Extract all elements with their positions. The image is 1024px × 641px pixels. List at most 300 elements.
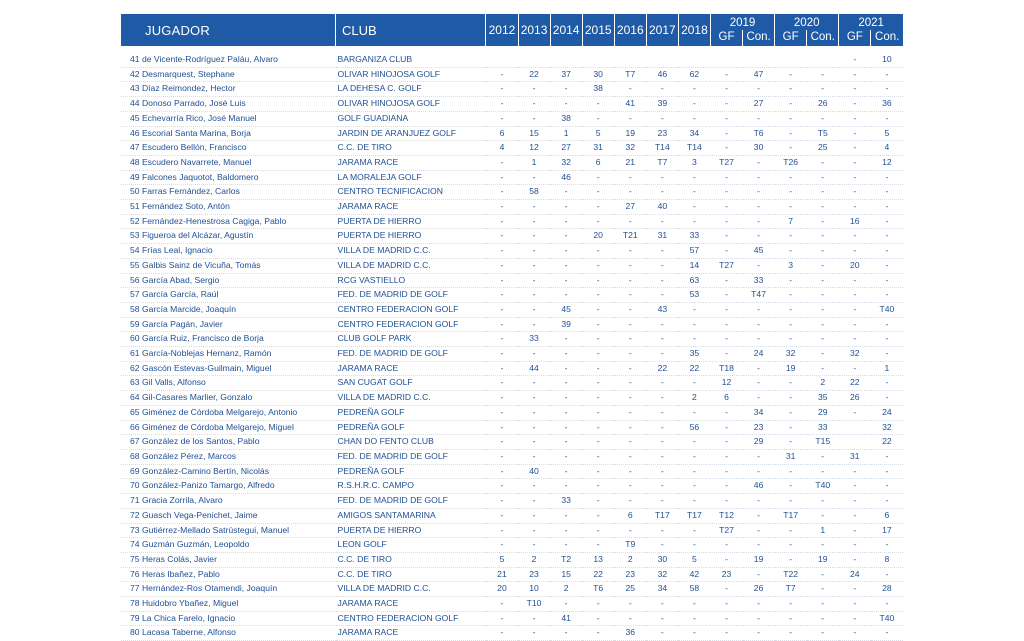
result-cell: - [871,449,903,464]
club-cell: LA MORALEJA GOLF [336,170,486,185]
result-cell: - [550,449,582,464]
result-cell: 57 [678,244,710,259]
result-cell: - [550,214,582,229]
result-cell: 19 [807,552,839,567]
result-cell: - [646,523,678,538]
result-cell: 15 [550,567,582,582]
result-cell: - [486,170,518,185]
result-cell [743,53,775,67]
result-cell: - [518,244,550,259]
result-cell: - [871,479,903,494]
table-row [121,523,903,538]
player-number: 73 [130,524,140,535]
result-cell: - [646,626,678,641]
result-cell [646,53,678,67]
result-cell: - [871,170,903,185]
club-cell: CHAN DO FENTO CLUB [336,435,486,450]
result-cell: - [550,185,582,200]
result-cell: - [646,111,678,126]
result-cell: - [518,302,550,317]
result-cell: - [550,405,582,420]
player-cell [121,332,336,347]
player-name: Donoso Parrado, José Luis [141,98,246,109]
result-cell: - [486,244,518,259]
result-cell: - [582,420,614,435]
result-cell: - [710,288,742,303]
result-cell: - [710,611,742,626]
result-cell: T40 [871,611,903,626]
header-club: CLUB [336,14,486,46]
result-cell: - [775,288,807,303]
result-cell: 27 [614,200,646,215]
player-number: 43 [130,83,140,94]
club-cell: PUERTA DE HIERRO [336,229,486,244]
club-cell: VILLA DE MADRID C.C. [336,582,486,597]
result-cell: - [646,449,678,464]
result-cell: - [582,317,614,332]
player-number: 56 [130,274,140,285]
result-cell: - [614,361,646,376]
result-cell: - [775,126,807,141]
player-name: de Vicente-Rodríguez Paláu, Alvaro [141,54,278,64]
result-cell: T2 [550,552,582,567]
result-cell [839,420,871,435]
result-cell: - [839,611,871,626]
result-cell: - [646,347,678,362]
player-cell [121,538,336,553]
result-cell: - [710,126,742,141]
player-cell [121,214,336,229]
player-number: 65 [130,406,140,417]
table-row [121,567,903,582]
result-cell: - [871,67,903,82]
club-cell: FED. DE MADRID DE GOLF [336,288,486,303]
result-cell: - [518,611,550,626]
player-name: Figueroa del Alcázar, Agustín [141,230,254,241]
result-cell: - [839,229,871,244]
result-cell: - [710,244,742,259]
player-number: 74 [130,539,140,550]
result-cell: - [486,82,518,97]
club-cell: LA DEHESA C. GOLF [336,82,486,97]
result-cell: - [743,611,775,626]
result-cell: - [678,185,710,200]
result-cell: - [486,214,518,229]
result-cell: - [550,288,582,303]
result-cell: - [775,82,807,97]
result-cell: - [518,111,550,126]
result-cell: - [486,332,518,347]
result-cell: - [775,435,807,450]
table-row [121,126,903,141]
result-cell: - [871,214,903,229]
table-row [121,611,903,626]
result-cell: - [807,111,839,126]
result-cell: 12 [518,141,550,156]
result-cell: - [710,111,742,126]
result-cell: - [775,185,807,200]
player-number: 66 [130,421,140,432]
result-cell: - [743,361,775,376]
result-cell: - [710,597,742,612]
result-cell: - [839,155,871,170]
result-cell: - [614,273,646,288]
club-cell: CENTRO TECNIFICACION [336,185,486,200]
club-cell: CENTRO FEDERACION GOLF [336,611,486,626]
table-row [121,582,903,597]
result-cell: - [871,464,903,479]
result-cell: - [839,185,871,200]
result-cell: - [582,449,614,464]
header-sub-con: Con. [743,30,775,46]
result-cell: - [550,200,582,215]
result-cell: T26 [775,155,807,170]
result-cell: - [486,611,518,626]
result-cell: T14 [678,141,710,156]
result-cell: - [775,391,807,406]
result-cell: - [582,508,614,523]
result-cell: 7 [775,214,807,229]
player-cell [121,435,336,450]
result-cell: - [775,597,807,612]
result-cell: 24 [839,567,871,582]
club-cell: SAN CUGAT GOLF [336,376,486,391]
club-cell: C.C. DE TIRO [336,567,486,582]
result-cell: 3 [775,258,807,273]
result-cell: - [486,317,518,332]
player-number: 48 [130,156,140,167]
result-cell: - [743,214,775,229]
result-cell: - [614,376,646,391]
result-cell: - [871,567,903,582]
table-row [121,391,903,406]
player-name: Giménez de Córdoba Melgarejo, Miguel [141,421,294,432]
result-cell: - [518,200,550,215]
result-cell: 10 [518,582,550,597]
player-cell [121,567,336,582]
result-cell: - [582,405,614,420]
result-cell: 23 [518,567,550,582]
table-row [121,317,903,332]
result-cell: - [678,405,710,420]
result-cell: 25 [614,582,646,597]
player-name: Escudero Bellón, Francisco [141,142,247,153]
result-cell: - [710,479,742,494]
result-cell: - [550,391,582,406]
result-cell: - [678,317,710,332]
table-row [121,273,903,288]
result-cell: - [518,449,550,464]
player-name: Hernández-Ros Otamendi, Joaquín [141,583,278,594]
result-cell: 30 [582,67,614,82]
club-cell: AMIGOS SANTAMARINA [336,508,486,523]
table-row [121,97,903,112]
table-row [121,361,903,376]
player-name: Falcones Jaquotot, Baldomero [141,171,259,182]
result-cell: 46 [743,479,775,494]
result-cell: - [807,244,839,259]
player-name: Gutiérrez-Mellado Satrústegui, Manuel [141,524,290,535]
result-cell: 34 [678,126,710,141]
result-cell: - [807,567,839,582]
result-cell: 12 [710,376,742,391]
player-name: Huidobro Ybañez, Miguel [141,598,239,609]
player-number: 57 [130,289,140,300]
result-cell: - [582,494,614,509]
result-cell: - [743,567,775,582]
result-cell: - [614,449,646,464]
result-cell: - [582,376,614,391]
result-cell: 5 [678,552,710,567]
result-cell: T47 [743,288,775,303]
result-cell: 53 [678,288,710,303]
result-cell: - [807,449,839,464]
result-cell: - [775,244,807,259]
club-cell: VILLA DE MADRID C.C. [336,258,486,273]
table-row [121,508,903,523]
result-cell: - [486,97,518,112]
result-cell: 2 [550,582,582,597]
player-cell [121,611,336,626]
result-cell: - [807,361,839,376]
result-cell: - [871,229,903,244]
result-cell: T12 [710,508,742,523]
result-cell: - [550,97,582,112]
result-cell: 62 [678,67,710,82]
result-cell: 15 [518,126,550,141]
club-cell: RCG VASTIELLO [336,273,486,288]
player-name: García Pagán, Javier [141,318,223,329]
table-row [121,538,903,553]
table-row [121,82,903,97]
result-cell: - [582,538,614,553]
result-cell: 32 [550,155,582,170]
result-cell: - [871,317,903,332]
result-cell: - [486,405,518,420]
result-cell: 35 [807,391,839,406]
result-cell: - [518,170,550,185]
result-cell: 35 [678,347,710,362]
result-cell: T17 [646,508,678,523]
result-cell: - [614,214,646,229]
result-cell: - [678,82,710,97]
result-cell [518,53,550,67]
header-year: 2012 [486,14,518,46]
result-cell: - [646,317,678,332]
player-cell [121,273,336,288]
result-cell: - [775,626,807,641]
result-cell: - [646,376,678,391]
header-year-split: 2020 [775,14,839,30]
result-cell: 6 [710,391,742,406]
result-cell: - [518,288,550,303]
result-cell: T10 [518,597,550,612]
result-cell: - [839,332,871,347]
player-number: 50 [130,186,140,197]
result-cell: - [614,317,646,332]
table-row [121,435,903,450]
header-year: 2014 [550,14,582,46]
result-cell: - [582,214,614,229]
result-cell: - [678,523,710,538]
club-cell: JARAMA RACE [336,626,486,641]
result-cell: - [743,332,775,347]
table-row [121,420,903,435]
result-cell: T14 [646,141,678,156]
club-cell: PEDREÑA GOLF [336,464,486,479]
result-cell: 40 [518,464,550,479]
header-year: 2016 [614,14,646,46]
player-number: 47 [130,142,140,153]
player-name: García Marcide, Joaquín [141,303,237,314]
result-cell: 2 [614,552,646,567]
result-cell: - [518,273,550,288]
player-name: González-Camino Bertín, Nicolás [141,465,270,476]
result-cell: - [839,200,871,215]
player-cell [121,155,336,170]
result-cell: 17 [871,523,903,538]
player-number: 79 [130,612,140,623]
result-cell: - [839,288,871,303]
result-cell: T40 [807,479,839,494]
result-cell: - [582,302,614,317]
player-number: 77 [130,583,140,594]
result-cell: - [839,508,871,523]
result-cell: - [582,347,614,362]
result-cell: 45 [550,302,582,317]
result-cell: - [614,258,646,273]
result-cell: - [710,214,742,229]
result-cell: 5 [871,126,903,141]
result-cell: - [743,538,775,553]
result-cell: 24 [871,405,903,420]
table-body [121,46,903,641]
result-cell: - [807,185,839,200]
result-cell: - [614,302,646,317]
result-cell: - [710,405,742,420]
result-cell: - [807,626,839,641]
player-name: Gil-Casares Marlier, Gonzalo [141,392,253,403]
result-cell: - [710,200,742,215]
header-sub-gf: GF [710,30,742,46]
result-cell: - [839,523,871,538]
result-cell: - [518,479,550,494]
result-cell: - [646,258,678,273]
results-table-container [121,14,903,641]
player-number: 68 [130,450,140,461]
result-cell: - [775,332,807,347]
result-cell: T27 [710,258,742,273]
player-name: Desmarquest, Stephane [141,68,235,79]
club-cell: C.C. DE TIRO [336,141,486,156]
result-cell: - [871,391,903,406]
result-cell: - [550,229,582,244]
table-row [121,111,903,126]
result-cell: T6 [743,126,775,141]
result-cell: - [871,273,903,288]
result-cell: - [871,332,903,347]
result-cell: - [710,302,742,317]
result-cell: - [614,111,646,126]
result-cell: T6 [582,582,614,597]
result-cell: - [775,405,807,420]
result-cell: - [775,229,807,244]
result-cell: - [646,420,678,435]
player-name: Gascón Estevas-Guilmain, Miguel [141,362,272,373]
result-cell: T9 [614,538,646,553]
result-cell: - [775,200,807,215]
player-cell [121,229,336,244]
result-cell: - [775,420,807,435]
table-row [121,479,903,494]
result-cell: - [486,347,518,362]
player-number: 53 [130,230,140,241]
result-cell: - [678,449,710,464]
result-cell: - [710,67,742,82]
result-cell: - [550,258,582,273]
result-cell: 33 [518,332,550,347]
result-cell: - [550,538,582,553]
player-cell [121,97,336,112]
result-cell: - [646,405,678,420]
result-cell: - [518,420,550,435]
result-cell: - [807,464,839,479]
result-cell: 19 [775,361,807,376]
result-cell: 47 [743,67,775,82]
result-cell: - [775,464,807,479]
result-cell: - [614,494,646,509]
result-cell: - [614,391,646,406]
result-cell: - [839,552,871,567]
result-cell: - [743,111,775,126]
result-cell: - [486,479,518,494]
result-cell: - [678,200,710,215]
result-cell: - [582,332,614,347]
table-row [121,288,903,303]
result-cell: - [743,449,775,464]
result-cell: 36 [871,97,903,112]
result-cell: - [518,376,550,391]
result-cell: 33 [743,273,775,288]
result-cell: - [678,479,710,494]
result-cell: 30 [646,552,678,567]
table-row [121,67,903,82]
player-cell [121,479,336,494]
result-cell: 22 [839,376,871,391]
result-cell: - [743,229,775,244]
club-cell: PUERTA DE HIERRO [336,214,486,229]
player-cell [121,552,336,567]
result-cell: - [871,244,903,259]
result-cell: - [614,185,646,200]
club-cell: PUERTA DE HIERRO [336,523,486,538]
result-cell: - [646,244,678,259]
result-cell: 22 [582,567,614,582]
result-cell: - [807,317,839,332]
result-cell [486,53,518,67]
result-cell [550,53,582,67]
result-cell: 32 [839,347,871,362]
player-number: 41 [130,54,140,64]
result-cell: - [775,273,807,288]
result-cell: - [871,626,903,641]
club-cell: CENTRO FEDERACION GOLF [336,302,486,317]
result-cell: - [839,244,871,259]
result-cell: - [550,435,582,450]
result-cell: 6 [582,155,614,170]
result-cell: - [550,420,582,435]
result-cell: T15 [807,435,839,450]
